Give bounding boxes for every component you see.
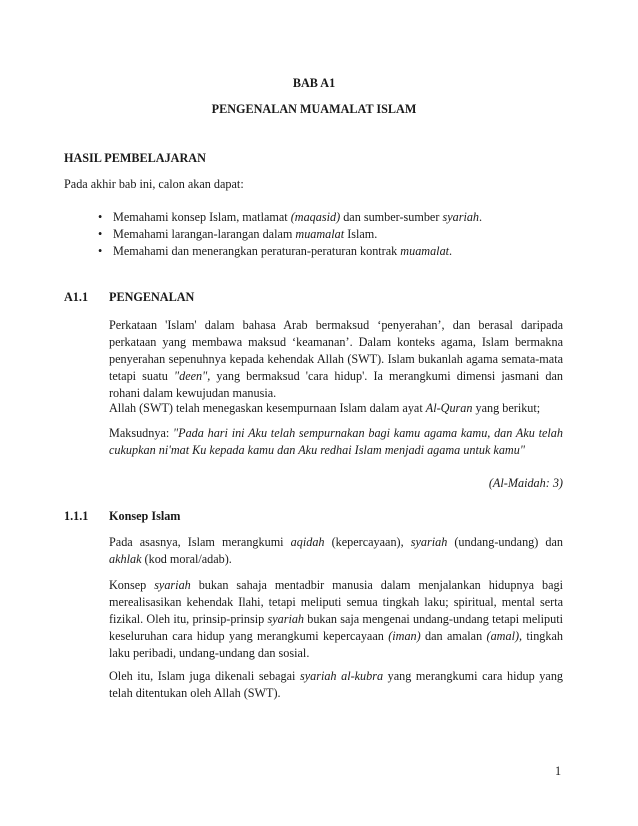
learning-outcomes-intro: Pada akhir bab ini, calon akan dapat: (64, 177, 244, 191)
list-item: • Memahami larangan-larangan dalam muamalat Islam. (98, 227, 378, 241)
learning-outcomes-heading: HASIL PEMBELAJARAN (64, 151, 206, 165)
subsection-paragraph-3: Oleh itu, Islam juga dikenali sebagai syariah al-kubra yang merangkumi cara hidup yang telah ditentukan oleh Allah (SWT). (109, 669, 564, 700)
chapter-label: BAB A1 (292, 76, 336, 90)
chapter-title: PENGENALAN MUAMALAT ISLAM (211, 102, 417, 116)
list-item: • Memahami dan menerangkan peraturan-peraturan kontrak muamalat. (98, 244, 453, 258)
subsection-number: 1.1.1 (64, 509, 89, 523)
subsection-paragraph-2: Konsep syariah bukan sahaja mentadbir manusia dalam menjalankan hidupnya bagi merealisasikan kehendak Ilahi, tetapi meliputi semua tingkah laku; spiritual, mental serta fizikal. Oleh itu, prinsip-prinsip syariah bukan saja mengenai undang-undang tetapi meliputi keseluruhan cara hidup yang merangkumi kepercayaan (iman) dan amalan (amal), tingkah laku peribadi, undang-undang dan sosial. (109, 578, 563, 660)
quran-quote: Maksudnya: "Pada hari ini Aku telah sempurnakan bagi kamu agama kamu, dan Aku telah cukupkan ni'mat Ku kepada kamu dan Aku redhai Islam menjadi agama untuk kamu" (109, 426, 563, 457)
subsection-paragraph-1: Pada asasnya, Islam merangkumi aqidah (kepercayaan), syariah (undang-undang) dan akhlak (kod moral/adab). (109, 535, 563, 566)
bullet-icon: • (98, 227, 103, 241)
section-paragraph-1: Perkataan 'Islam' dalam bahasa Arab bermaksud ‘penyerahan’, dan berasal daripada perkataan yang membawa maksud ‘keamanan’. Dalam konteks agama, Islam bermakna penyerahan sepenuhnya kepada kehendak Allah (SWT). Islam bukanlah agama semata-mata tetapi suatu "deen", yang bermaksud 'cara hidup'. Ia merangkumi dimensi jasmani dan rohani dalam kewujudan manusia. (109, 318, 563, 400)
bullet-icon: • (98, 210, 103, 224)
bullet-icon: • (98, 244, 103, 258)
subsection-heading: Konsep Islam (109, 509, 181, 523)
list-item: • Memahami konsep Islam, matlamat (maqasid) dan sumber-sumber syariah. (98, 210, 483, 224)
section-heading: PENGENALAN (109, 290, 195, 304)
section-number: A1.1 (64, 290, 89, 304)
page-number: 1 (555, 764, 562, 778)
section-paragraph-2: Allah (SWT) telah menegaskan kesempurnaan Islam dalam ayat Al-Quran yang berikut; (109, 401, 541, 415)
quote-citation: (Al-Maidah: 3) (488, 476, 563, 490)
